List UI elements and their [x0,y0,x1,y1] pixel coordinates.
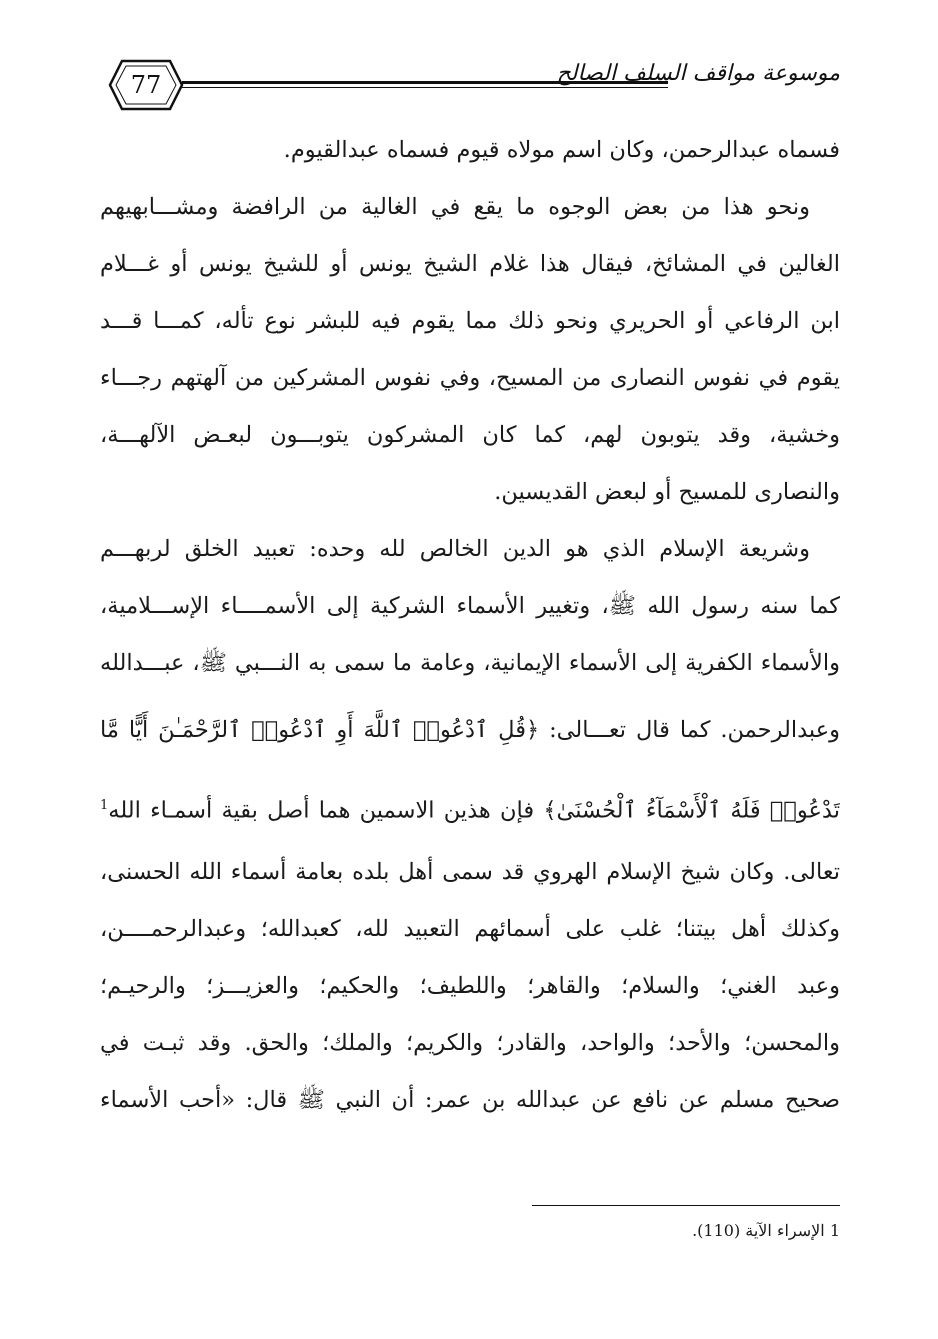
text-line: ابن الرفاعي أو الحريري ونحو ذلك مما يقوم فيه للبشر نوع تأله، كمـــا قـــد [100,308,840,334]
text-line: كما سنه رسول الله ﷺ، وتغيير الأسماء الشركية إلى الأسمــــاء الإســـلامية، [100,593,840,619]
text-line: صحيح مسلم عن نافع عن عبدالله بن عمر: أن النبي ﷺ قال: «أحب الأسماء [100,1087,840,1113]
text-line: فسماه عبدالرحمن، وكان اسم مولاه قيوم فسماه عبدالقيوم. [283,137,840,163]
text-line: وكذلك أهل بيتنا؛ غلب على أسمائهم التعبيد لله، كعبدالله؛ وعبدالرحمــــن، [100,916,840,942]
text-line: وعبد الغني؛ والسلام؛ والقاهر؛ واللطيف؛ والحكيم؛ والعزيـــز؛ والرحيـم؛ [100,973,840,999]
quran-verse-line: وعبدالرحمن. كما قال تعـــالى: ﴿قُلِ ٱدْعُوا۟ ٱللَّهَ أَوِ ٱدْعُوا۟ ٱلرَّحْمَـٰنَ أَيًّا مَّا [100,717,840,743]
book-title: موسوعة مواقف السلف الصالح [556,61,840,86]
text-line: وخشية، وقد يتوبون لهم، كما كان المشركون يتوبـــون لبعـض الآلهـــة، [100,422,840,448]
text-line: والمحسن؛ والأحد؛ والواحد، والقادر؛ والكريم؛ والملك؛ والحق. وقد ثبـت في [100,1030,840,1056]
text-line: والنصارى للمسيح أو لبعض القديسين. [494,479,840,505]
footnote: 1 الإسراء الآية (110). [692,1221,840,1240]
footnote-marker: 1 [100,798,109,813]
page-header [100,55,840,117]
page-number: 77 [130,71,162,99]
text-line: ونحو هذا من بعض الوجوه ما يقع في الغالية من الرافضة ومشـــابهيهم [100,194,810,220]
quran-verse-line [100,768,840,844]
text-line: تعالى. وكان شيخ الإسلام الهروي قد سمى أهل بلده بعامة أسماء الله الحسنى، [100,859,840,885]
quran-verse-end: تَدْعُوا۟ فَلَهُ ٱلْأَسْمَآءُ ٱلْحُسْنَىٰ﴾ فإن هذين الاسمين هما أصل بقية أسمـاء الله [108,797,840,824]
text-line: يقوم في نفوس النصارى من المسيح، وفي نفوس المشركين من آلهتهم رجـــاء [100,365,840,391]
header-divider-thin [182,87,668,88]
text-line: والأسماء الكفرية إلى الأسماء الإيمانية، وعامة ما سمى به النـــبي ﷺ، عبـــدالله [100,650,840,676]
text-line: الغالين في المشائخ، فيقال هذا غلام الشيخ يونس أو للشيخ يونس أو غـــلام [100,251,840,277]
main-text [100,122,840,1129]
text-line: وشريعة الإسلام الذي هو الدين الخالص لله وحده: تعبيد الخلق لربهـــم [100,536,810,562]
page-number-badge [108,57,184,113]
footnote-divider [532,1205,840,1206]
